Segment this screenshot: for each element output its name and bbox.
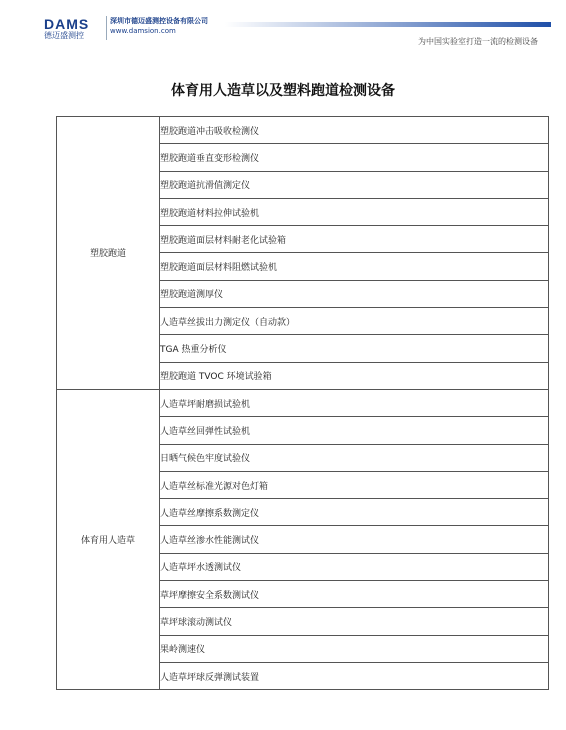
equipment-item	[160, 553, 549, 580]
equipment-item	[160, 526, 549, 553]
equipment-item	[160, 308, 549, 335]
equipment-item-label: 人造草丝摩擦系数测定仪	[160, 508, 260, 519]
equipment-item-label: TGA 热重分析仪	[160, 345, 227, 356]
equipment-item	[160, 471, 549, 498]
equipment-item-label: 塑胶跑道面层材料耐老化试验箱	[160, 235, 287, 246]
equipment-item-label: 人造草坪球反弹测试装置	[160, 672, 260, 683]
equipment-item	[160, 444, 549, 471]
equipment-item	[160, 499, 549, 526]
equipment-item	[160, 417, 549, 444]
equipment-item	[160, 635, 549, 662]
equipment-item	[160, 581, 549, 608]
equipment-item-label: 果岭测速仪	[160, 645, 206, 656]
equipment-item	[160, 280, 549, 307]
header-band	[225, 22, 551, 27]
slogan: 为中国实验室打造一流的检测设备	[418, 37, 538, 46]
equipment-item-label: 人造草坪水透测试仪	[160, 563, 242, 574]
equipment-item-label: 塑胶跑道材料拉伸试验机	[160, 208, 260, 219]
equipment-item-label: 草坪球滚动测试仪	[160, 617, 233, 628]
equipment-item-label: 人造草丝标准光源对色灯箱	[160, 481, 269, 492]
equipment-item-label: 人造草坪耐磨损试验机	[160, 399, 251, 410]
equipment-item-label: 塑胶跑道测厚仪	[160, 290, 224, 301]
equipment-item-label: 日晒气候色牢度试验仪	[160, 454, 251, 465]
equipment-item-label: 人造草丝渗水性能测试仪	[160, 536, 260, 547]
table-row	[57, 117, 549, 144]
equipment-item	[160, 226, 549, 253]
equipment-item	[160, 608, 549, 635]
equipment-item-label: 塑胶跑道 TVOC 环境试验箱	[160, 372, 272, 383]
company-logo	[44, 16, 107, 40]
company-url: www.damsion.com	[110, 27, 176, 35]
equipment-item-label: 塑胶跑道抗滑值测定仪	[160, 181, 251, 192]
category-cell: 塑胶跑道	[57, 117, 160, 390]
equipment-item	[160, 335, 549, 362]
equipment-item-label: 人造草丝拔出力测定仪（自动款）	[160, 317, 296, 328]
equipment-item-label: 塑胶跑道面层材料阻燃试验机	[160, 263, 278, 274]
equipment-item	[160, 253, 549, 280]
category-cell: 体育用人造草	[57, 389, 160, 689]
equipment-item	[160, 171, 549, 198]
equipment-item-label: 塑胶跑道冲击吸收检测仪	[160, 126, 260, 137]
equipment-item	[160, 198, 549, 225]
equipment-item-label: 草坪摩擦安全系数测试仪	[160, 590, 260, 601]
logo-text: DAMS	[44, 16, 90, 32]
equipment-item-label: 人造草丝回弹性试验机	[160, 426, 251, 437]
page-header	[0, 0, 566, 60]
document-title: 体育用人造草以及塑料跑道检测设备	[171, 83, 395, 99]
equipment-table-body	[57, 117, 549, 690]
equipment-item-label: 塑胶跑道垂直变形检测仪	[160, 153, 260, 164]
equipment-item	[160, 362, 549, 389]
equipment-item	[160, 117, 549, 144]
table-row	[57, 389, 549, 416]
equipment-item	[160, 662, 549, 689]
logo-subtext: 德迈盛测控	[44, 31, 84, 40]
equipment-item	[160, 144, 549, 171]
equipment-item	[160, 389, 549, 416]
company-name: 深圳市德迈盛测控设备有限公司	[110, 17, 208, 25]
equipment-table	[56, 116, 549, 690]
